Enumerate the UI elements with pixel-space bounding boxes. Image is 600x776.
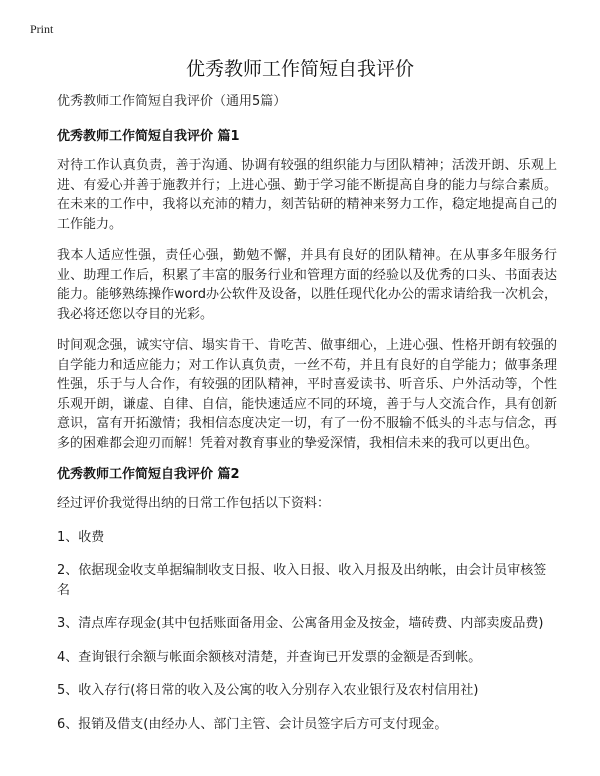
section1-paragraph-3: 时间观念强，诚实守信、塌实肯干、肯吃苦、做事细心，上进心强、性格开朗有较强的自学能力和适应能力；对工作认真负责，一丝不苟，并且有良好的自学能力；做事条理性强，乐于与人合作，有较强的团队精神，平时喜爱读书、听音乐、户外活动等，个性乐观开朗，谦虚、自律、自信，能快速适应不同的环境，善于与人交流合作，具有创新意识，富有开拓激情；我相信态度决定一切，有了一份不服输不低头的斗志与信念，再多的困难都会迎刃而解！凭着对教育事业的挚爱深情，我相信未来的我可以更出色。 bbox=[57, 338, 557, 451]
list-item-2: 2、依据现金收支单据编制收支日报、收入日报、收入月报及出纳帐，由会计员审核签名 bbox=[57, 563, 547, 598]
list-item-6: 6、报销及借支(由经办人、部门主管、会计员签字后方可支付现金。 bbox=[57, 716, 448, 732]
document-subtitle: 优秀教师工作简短自我评价（通用5篇） bbox=[57, 94, 287, 109]
section-heading-2: 优秀教师工作简短自我评价 篇2 bbox=[57, 467, 240, 482]
list-item-5: 5、收入存行(将日常的收入及公寓的收入分别存入农业银行及农村信用社) bbox=[57, 683, 479, 698]
document-body bbox=[57, 92, 557, 748]
print-label: Print bbox=[30, 22, 54, 36]
section-heading-1: 优秀教师工作简短自我评价 篇1 bbox=[57, 129, 240, 144]
section1-paragraph-1: 对待工作认真负责，善于沟通、协调有较强的组织能力与团队精神；活泼开朗、乐观上进、有爱心并善于施教并行；上进心强、勤于学习能不断提高自身的能力与综合素质。在未来的工作中，我将以充沛的精力，刻苦钻研的精神来努力工作，稳定地提高自己的工作能力。 bbox=[57, 158, 557, 232]
section1-paragraph-2: 我本人适应性强，责任心强，勤勉不懈，并具有良好的团队精神。在从事多年服务行业、助理工作后，积累了丰富的服务行业和管理方面的经验以及优秀的口头、书面表达能力。能够熟练操作word办公软件及设备，以胜任现代化办公的需求请给我一次机会，我必将还您以夺目的光彩。 bbox=[57, 248, 557, 322]
document-title: 优秀教师工作简短自我评价 bbox=[185, 58, 414, 80]
list-item-3: 3、清点库存现金(其中包括账面备用金、公寓备用金及按金，墙砖费、内部卖废品费) bbox=[57, 616, 544, 631]
list-item-4: 4、查询银行余额与帐面余额核对清楚，并查询已开发票的金额是否到帐。 bbox=[57, 649, 482, 665]
section2-intro: 经过评价我觉得出纳的日常工作包括以下资料： bbox=[57, 496, 331, 511]
list-item-1: 1、收费 bbox=[57, 529, 105, 545]
